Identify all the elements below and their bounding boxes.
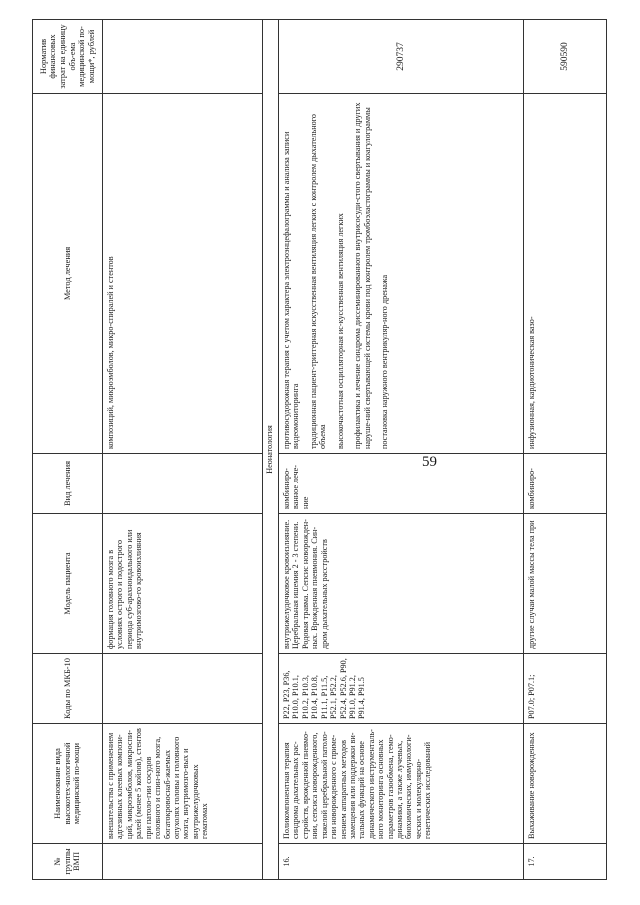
header-icd-codes: Коды по МКБ-10 <box>33 654 103 724</box>
cell-group-number <box>103 844 263 880</box>
cell-vmp-name: внешательства с применением адгезивных клеевых компози-ций, микроэмболов, микроспи-ралей (менее 5 койлов), стентов при патоло-гии сосудов головного и спин-ного мозга, богатокровоснаб-жаемых опухолях головы и головного мозга, внутримозго-вых и внутрижелудочковых гематомах <box>103 724 263 844</box>
table-row-16 <box>279 20 524 880</box>
cell-icd-codes <box>103 654 263 724</box>
cell-vmp-name: Поликомпонентная терапия синдрома дыхательных рас-стройств, врожденной пневмо-нии, сепсиса новорожденного, тяжелой церебральной патоло-гии новорожденного с приме-нением аппаратных методов замещения или поддержки ви-тальных функций на основе динамического инструменталь-ного мониторинга основных параметров газообмена, гемо-динамики, а также лучевых, биохимических, иммунологи-ческих и молекулярно-генетических исследований <box>279 724 524 844</box>
method-item: постановка наружного вентрикуляр-ного дренажа <box>379 274 389 449</box>
cell-icd-codes: P07.0; P07.1; <box>524 654 607 724</box>
cell-cost-norm: 290737 <box>279 20 524 94</box>
header-treatment-method: Метод лечения <box>33 94 103 454</box>
header-group-number: № группы ВМП <box>33 844 103 880</box>
table-row-17 <box>524 20 607 880</box>
cell-treatment-method: инфузионная, кардиотоническая вазо- <box>524 94 607 454</box>
vmp-table <box>32 19 607 880</box>
header-vmp-name: Наименование вида высокотех-нологичной медицинской по-мощи <box>33 724 103 844</box>
header-treatment-kind: Вид лечения <box>33 454 103 514</box>
page-number: 59 <box>422 454 437 470</box>
cell-group-number: 17. <box>524 844 607 880</box>
method-item: профилактика и лечение синдрома диссеминированного внутрисосуди-стого свертывания и других наруше-ний свертывающей системы крови под контролем тромбоэластограммы и коагулограммы <box>353 102 372 449</box>
method-item: традиционная пациент-триггерная искусственная вентиляция легких с контролем дыхательного объема <box>308 114 328 449</box>
cell-treatment-kind <box>103 454 263 514</box>
cell-group-number: 16. <box>279 844 524 880</box>
cell-patient-model: формация головного мозга в условиях острого и подострого периода суб-арахноидального или внутримозгово-го кровоизлияния <box>103 514 263 654</box>
cell-treatment-methods <box>279 94 524 454</box>
cell-icd-codes: P22, P23, P36, P10.0, P10.1, P10.2, P10.3, P10.4, P10.8, P11.1, P11.5, P52.1, P52.2, P52.4, P52.6, P90, P91.0, P91.2, P91.4, P91.5 <box>279 654 524 724</box>
section-row <box>263 20 279 880</box>
cell-vmp-name: Выхаживание новорожденных <box>524 724 607 844</box>
cell-treatment-kind: комбиниро- <box>524 454 607 514</box>
header-row <box>33 20 103 880</box>
cell-patient-model: другие случаи малой массы тела при <box>524 514 607 654</box>
method-item: высокочастотная осцилляторная ис-кусственная вентиляция легких <box>335 213 345 449</box>
header-cost-norm: Норматив финансовых затрат на единицу объ-ема медицинской по-мощи*, рублей <box>33 20 103 94</box>
section-title: Неонатология <box>263 20 279 880</box>
cell-cost-norm: 590590 <box>524 20 607 94</box>
cell-cost-norm <box>103 20 263 94</box>
table-row-continued <box>103 20 263 880</box>
cell-treatment-kind: комбиниро-ванное лече-ние <box>279 454 524 514</box>
cell-patient-model: внутрижелудочковое кровоизлияние. Церебральная ишемия 2 - 3 степени. Родовая травма. Сепсис новорожден-ных. Врожденная пневмония. Син-дром дыхательных расстройств <box>279 514 524 654</box>
header-patient-model: Модель пациента <box>33 514 103 654</box>
rotated-table-sheet <box>32 20 607 880</box>
method-item: противосудорожная терапия с учетом характера электроэнцефалограммы и анализа записи видеомониторинга <box>282 131 301 449</box>
cell-treatment-method: композиций, микроэмболов, микро-спиралей и стентов <box>103 94 263 454</box>
